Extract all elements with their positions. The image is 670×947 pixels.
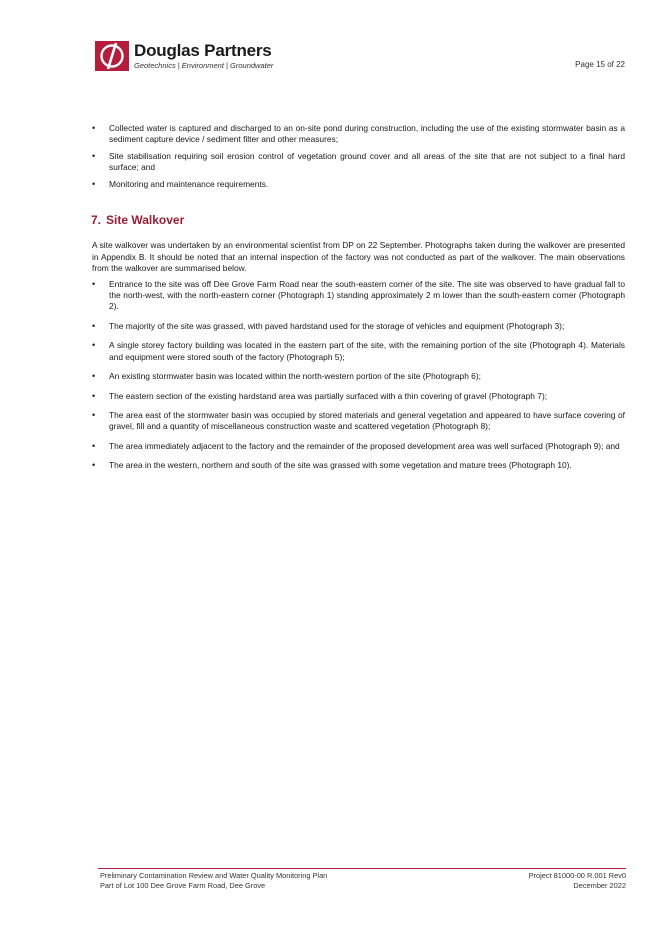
list-item: • Monitoring and maintenance requirements. <box>92 179 625 190</box>
list-item: • The area in the western, northern and south of the site was grassed with some vegetation and mature trees (Photograph 10). <box>92 460 625 471</box>
footer-report-title: Preliminary Contamination Review and Water Quality Monitoring Plan <box>100 871 328 880</box>
page-number: Page 15 of 22 <box>575 60 625 69</box>
list-item: • A single storey factory building was located in the eastern part of the site, with the remaining portion of the site (Photograph 4). Materials and equipment were stored south of the factory (Photograph 5); <box>92 340 625 363</box>
list-item: • Entrance to the site was off Dee Grove Farm Road near the south-eastern corner of the site. The site was observed to have gradual fall to the north-west, with the north-eastern corner (Photograph 1) standing approximately 2 m lower than the south-eastern corner (Photograph 2). <box>92 279 625 313</box>
list-item: • Site stabilisation requiring soil erosion control of vegetation ground cover and all areas of the site that are not subject to a final hard surface; and <box>92 151 625 174</box>
brand-tagline: Geotechnics | Environment | Groundwater <box>134 61 274 70</box>
footer-divider <box>98 868 626 869</box>
footer-date: December 2022 <box>573 881 626 890</box>
list-item: • The majority of the site was grassed, with paved hardstand used for the storage of vehicles and equipment (Photograph 3); <box>92 321 625 332</box>
section-intro: A site walkover was undertaken by an environmental scientist from DP on 22 September. Photographs taken during the walkover are presented in Appendix B. It should be noted that an internal inspection of the factory was not conducted as part of the walkover. The main observations from the walkover are summarised below. <box>92 240 625 274</box>
footer-report-info <box>100 871 327 891</box>
walkover-bullet-list <box>92 279 625 472</box>
top-bullet-list <box>92 123 625 190</box>
company-logo <box>95 41 325 71</box>
list-item: • Collected water is captured and discharged to an on-site pond during construction, including the use of the existing stormwater basin as a sediment capture device / sediment filter and other measures; <box>92 123 625 146</box>
footer-project-number: Project 81000-00 R.001 Rev0 <box>528 871 626 880</box>
page-content <box>92 123 625 480</box>
list-item: • An existing stormwater basin was located within the north-western portion of the site (Photograph 6); <box>92 371 625 382</box>
dp-logo-icon <box>95 41 129 71</box>
list-item: • The area east of the stormwater basin was occupied by stored materials and general vegetation and appeared to have surface covering of gravel, fill and a quantity of miscellaneous construction waste and scattered vegetation (Photograph 8); <box>92 410 625 433</box>
section-heading <box>91 215 625 226</box>
list-item: • The area immediately adjacent to the factory and the remainder of the proposed development area was well surfaced (Photograph 9); and <box>92 441 625 452</box>
footer-project-info <box>529 871 626 891</box>
section-number: 7. <box>91 213 102 228</box>
list-item: • The eastern section of the existing hardstand area was partially surfaced with a thin covering of gravel (Photograph 7); <box>92 391 625 402</box>
brand-name: Douglas Partners <box>134 41 272 60</box>
footer-site-address: Part of Lot 100 Dee Grove Farm Road, Dee Grove <box>100 881 266 890</box>
section-title: Site Walkover <box>106 213 185 228</box>
